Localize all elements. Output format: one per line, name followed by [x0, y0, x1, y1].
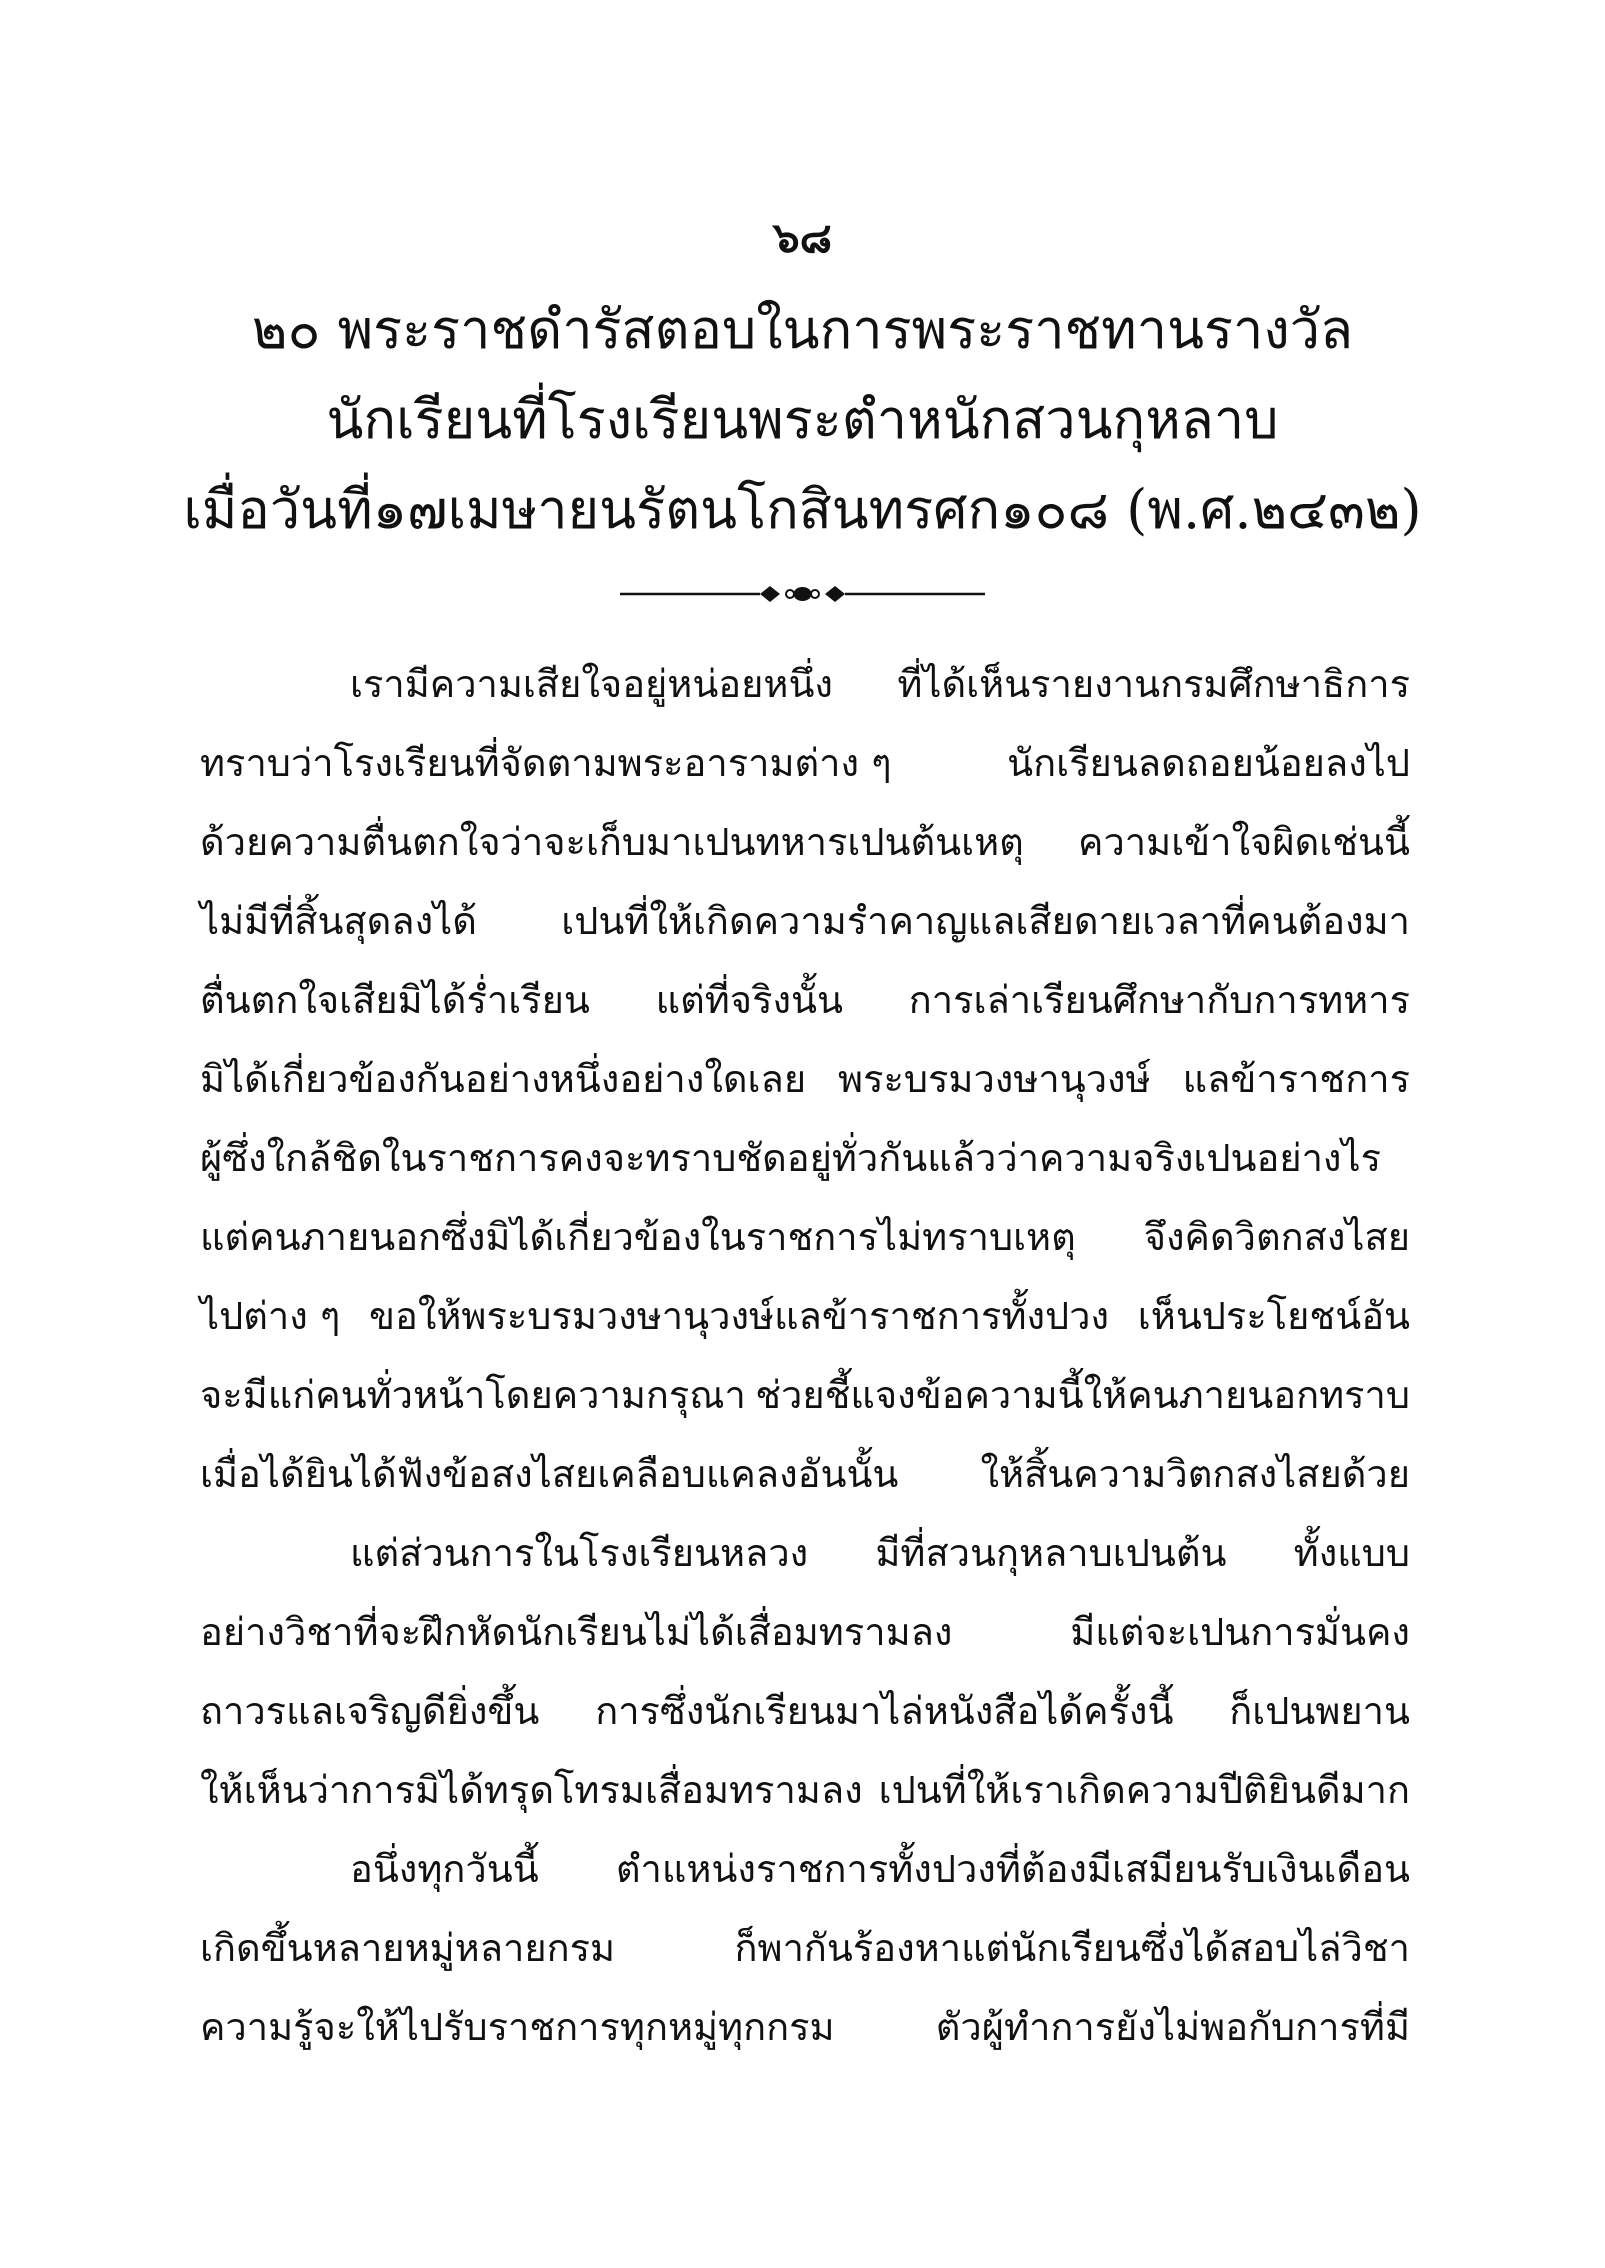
- page-number: ๖๘: [772, 213, 833, 262]
- text-segment: นักเรียนลดถอยน้อยลงไป: [1007, 741, 1410, 785]
- text-line: [200, 1514, 1410, 1593]
- text-segment: ช่วยชี้แจงข้อความนี้ให้คนภายนอกทราบ: [755, 1373, 1410, 1417]
- text-segment: ตำแหน่งราชการทั้งปวงที่ต้องมีเสมียนรับเงินเดือน: [615, 1847, 1410, 1891]
- text-segment: แต่ที่จริงนั้น: [655, 978, 843, 1022]
- text-segment: จึงคิดวิตกสงไสย: [1143, 1215, 1410, 1259]
- text-segment: ทราบว่าโรงเรียนที่จัดตามพระอารามต่าง ๆ: [200, 741, 892, 785]
- text-segment: อนึ่งทุกวันนี้: [350, 1847, 539, 1891]
- text-segment: ขอให้พระบรมวงษานุวงษ์แลข้าราชการทั้งปวง: [369, 1294, 1110, 1338]
- text-segment: เรามีความเสียใจอยู่หน่อยหนึ่ง: [350, 662, 833, 706]
- text-segment: การเล่าเรียนศึกษากับการทหาร: [908, 978, 1410, 1022]
- text-line: [200, 1040, 1410, 1119]
- text-segment: การซึ่งนักเรียนมาไล่หนังสือได้ครั้งนี้: [595, 1689, 1174, 1733]
- text-line: [200, 803, 1410, 882]
- text-segment: ก็พากันร้องหาแต่นักเรียนซึ่งได้สอบไล่วิชา: [734, 1926, 1410, 1970]
- text-segment: แลข้าราชการ: [1182, 1057, 1410, 1101]
- text-segment: ไม่มีที่สิ้นสุดลงได้: [200, 899, 477, 943]
- text-segment: ความเข้าใจผิดเช่นนี้: [1078, 820, 1410, 864]
- body-text: [200, 645, 1410, 2067]
- text-segment: ให้เห็นว่าการมิได้ทรุดโทรมเสื่อมทรามลง: [200, 1768, 863, 1812]
- text-segment: เปนที่ให้เราเกิดความปีติยินดีมาก: [878, 1768, 1410, 1812]
- text-segment: ที่ได้เห็นรายงานกรมศึกษาธิการ: [897, 662, 1410, 706]
- text-segment: แต่คนภายนอกซึ่งมิได้เกี่ยวข้องในราชการไม่ทราบเหตุ: [200, 1215, 1076, 1259]
- text-segment: อย่างวิชาที่จะฝึกหัดนักเรียนไม่ได้เสื่อมทรามลง: [200, 1610, 953, 1654]
- text-segment: จะมีแก่คนทั่วหน้าโดยความกรุณา: [200, 1373, 746, 1417]
- text-segment: เมื่อได้ยินได้ฟังข้อสงไสยเคลือบแคลงอันนั้น: [200, 1452, 899, 1496]
- text-line: [200, 645, 1410, 724]
- text-line: [200, 1593, 1410, 1672]
- text-line: [200, 1119, 1410, 1198]
- text-line: [200, 961, 1410, 1040]
- text-segment: ตัวผู้ทำการยังไม่พอกับการที่มี: [935, 2005, 1410, 2049]
- text-segment: ถาวรแลเจริญดียิ่งขึ้น: [200, 1689, 540, 1733]
- text-segment: มีแต่จะเปนการมั่นคง: [1070, 1610, 1410, 1654]
- title-line-2: นักเรียนที่โรงเรียนพระตำหนักสวนกุหลาบ: [326, 388, 1279, 451]
- text-segment: มีที่สวนกุหลาบเปนต้น: [875, 1531, 1227, 1575]
- text-line: [200, 724, 1410, 803]
- document-title: [150, 285, 1455, 555]
- text-segment: ทั้งแบบ: [1293, 1531, 1410, 1575]
- text-segment: ก็เปนพยาน: [1229, 1689, 1410, 1733]
- text-line: [200, 1751, 1410, 1830]
- text-segment: แต่ส่วนการในโรงเรียนหลวง: [350, 1531, 809, 1575]
- text-line: [200, 1435, 1410, 1514]
- text-line: [200, 1830, 1410, 1909]
- text-segment: มิได้เกี่ยวข้องกันอย่างหนึ่งอย่างใดเลย: [200, 1057, 807, 1101]
- title-line-3: เมื่อวันที่๑๗เมษายนรัตนโกสินทรศก๑๐๘ (พ.ศ.๒๔๓๒): [183, 478, 1422, 541]
- title-line-1: ๒๐ พระราชดำรัสตอบในการพระราชทานรางวัล: [251, 298, 1354, 361]
- text-segment: ความรู้จะให้ไปรับราชการทุกหมู่ทุกกรม: [200, 2005, 835, 2049]
- text-segment: เกิดขึ้นหลายหมู่หลายกรม: [200, 1926, 616, 1970]
- text-segment: เห็นประโยชน์อัน: [1137, 1294, 1410, 1338]
- text-segment: ผู้ซึ่งใกล้ชิดในราชการคงจะทราบชัดอยู่ทั่วกันแล้วว่าความจริงเปนอย่างไร: [200, 1136, 1382, 1180]
- text-line: [200, 882, 1410, 961]
- ornament-divider-icon: [620, 582, 985, 606]
- text-segment: ตื่นตกใจเสียมิได้ร่ำเรียน: [200, 978, 590, 1022]
- text-line: [200, 1988, 1410, 2067]
- text-segment: ให้สิ้นความวิตกสงไสยด้วย: [980, 1452, 1410, 1496]
- text-segment: ด้วยความตื่นตกใจว่าจะเก็บมาเปนทหารเปนต้นเหตุ: [200, 820, 1024, 864]
- text-line: [200, 1672, 1410, 1751]
- text-line: [200, 1356, 1410, 1435]
- text-line: [200, 1909, 1410, 1988]
- text-segment: ไปต่าง ๆ: [200, 1294, 341, 1338]
- text-line: [200, 1277, 1410, 1356]
- text-line: [200, 1198, 1410, 1277]
- text-segment: พระบรมวงษานุวงษ์: [838, 1057, 1151, 1101]
- text-segment: เปนที่ให้เกิดความรำคาญแลเสียดายเวลาที่คนต้องมา: [561, 899, 1410, 943]
